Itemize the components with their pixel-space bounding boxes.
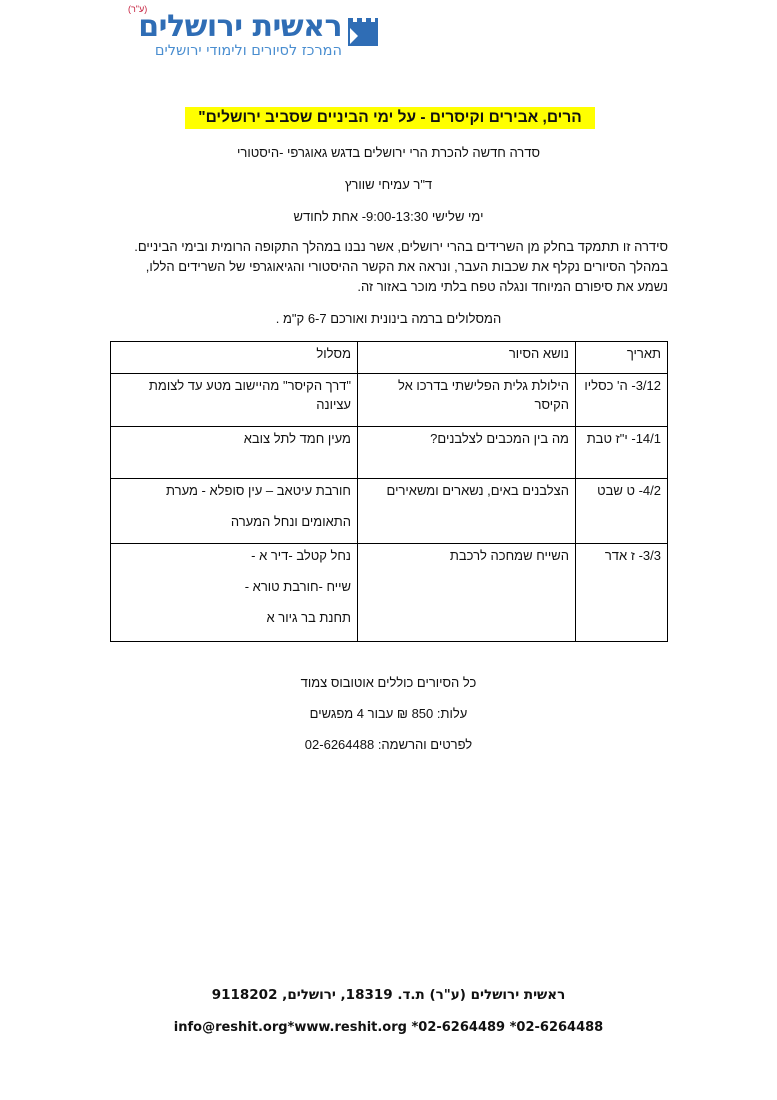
route-line: "דרך הקיסר" מהיישוב מטע עד לצומת עציונה [148,378,351,412]
cell-date: 14/1- י"ז טבת [576,427,668,479]
header-date: תאריך [576,342,668,374]
schedule: ימי שלישי 9:00-13:30- אחת לחודש [293,209,484,224]
route-line: חורבת עיטאב – עין סופלא - מערת [166,483,351,498]
tours-table [110,341,668,642]
registration-phone: לפרטים והרשמה: 02-6264488 [304,737,473,752]
table-row [111,427,668,479]
cell-date: 3/3- ז אדר [576,544,668,642]
table-row [111,479,668,544]
tower-emblem-icon [346,14,380,54]
logo [128,4,380,62]
cell-date: 3/12- ה' כסליו [576,374,668,427]
cell-topic: הילולת גלית הפלישתי בדרכו אל הקיסר [358,374,576,427]
cell-route [111,427,358,479]
page-title: הרים, אבירים וקיסרים - על ימי הביניים שסביב ירושלים" [185,107,595,129]
route-line: נחל קטלב -דיר א - [251,548,351,563]
table-row [111,374,668,427]
route-line: שייח -חורבת טורא - [244,579,351,594]
cell-topic: השייח שמחכה לרכבת [358,544,576,642]
table-header-row [111,342,668,374]
route-line: תחנת בר גיור א [266,610,351,625]
logo-registration: (ע"ר) [128,4,148,14]
logo-name: ראשית ירושלים [138,9,342,44]
route-line: התאומים ונחל המערה [230,514,351,529]
routes-note: המסלולים ברמה בינונית ואורכם 6-7 ק"מ . [275,311,502,326]
footer-address: ראשית ירושלים (ע"ר) ת.ד. 18319, ירושלים, 9118202 [211,987,566,1003]
logo-tagline: המרכז לסיורים ולימודי ירושלים [154,43,342,59]
table-row [111,544,668,642]
lecturer: ד"ר עמיחי שוורץ [344,177,433,192]
cell-topic: הצלבנים באים, נשארים ומשאירים [358,479,576,544]
bus-note: כל הסיורים כוללים אוטובוס צמוד [300,675,477,690]
cell-route [111,544,358,642]
footer-contact: info@reshit.org*www.reshit.org *02-6264489 *02-6264488 [173,1020,604,1035]
cell-route [111,374,358,427]
description: סידרה זו תתמקד בחלק מן השרידים בהרי ירושלים, אשר נבנו במהלך התקופה הרומית ובימי הביניים. במהלך הסיורים נקלף את שכבות העבר, ונראה את הקשר ההיסטורי והגיאוגרפי של השרידים הללו, נשמע את סיפורם המיוחד ונגלה טפח בלתי מוכר באזור זה. [134,239,668,294]
route-line: מעין חמד לתל צובא [243,431,351,446]
cell-route [111,479,358,544]
header-topic: נושא הסיור [358,342,576,374]
cell-topic: מה בין המכבים לצלבנים? [358,427,576,479]
cell-date: 4/2- ט שבט [576,479,668,544]
cost: עלות: 850 ₪ עבור 4 מפגשים [309,706,468,721]
subtitle: סדרה חדשה להכרת הרי ירושלים בדגש גאוגרפי -היסטורי [237,145,540,160]
header-route: מסלול [111,342,358,374]
